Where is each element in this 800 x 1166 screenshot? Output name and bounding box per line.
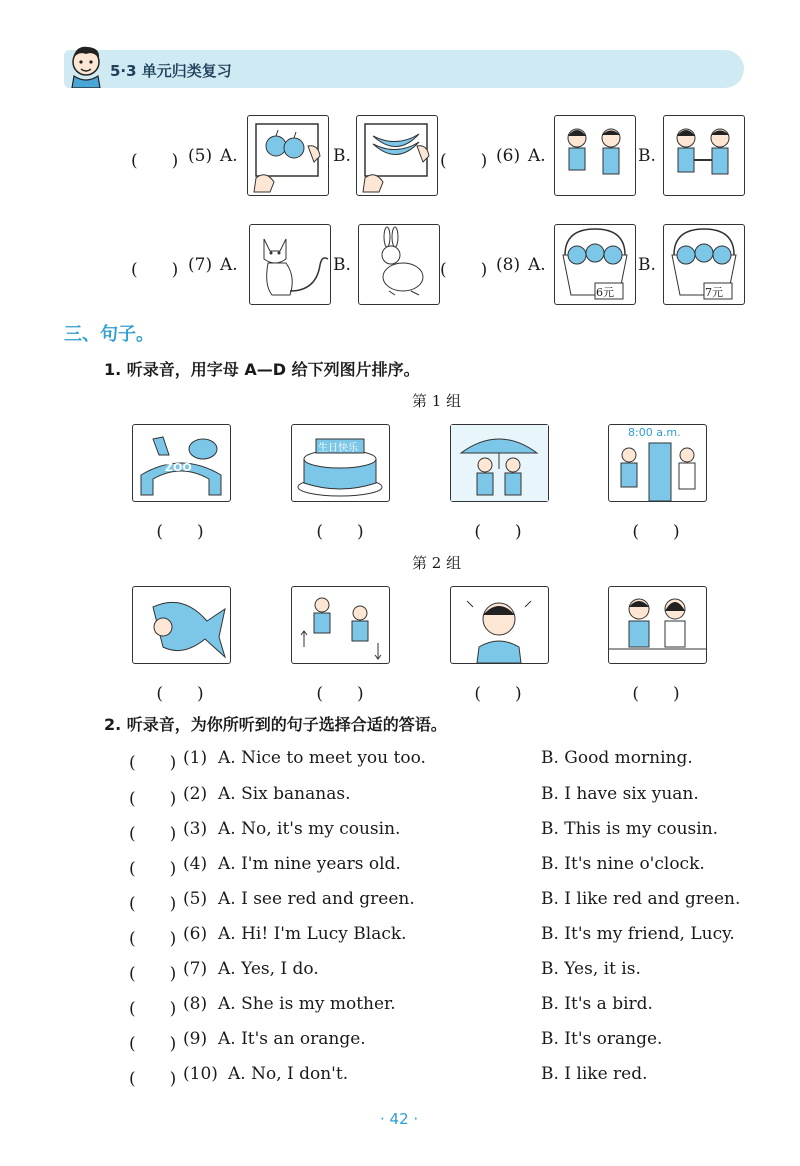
item-number: (7) xyxy=(183,959,208,979)
option-b-label: B. xyxy=(638,255,656,275)
zoo-sign: ZOO xyxy=(165,461,192,474)
option-b: B. I have six yuan. xyxy=(541,784,699,804)
item-number: (8) xyxy=(183,994,208,1014)
option-a: A. I'm nine years old. xyxy=(218,854,401,874)
item-number: (3) xyxy=(183,819,208,839)
group-2-title: 第 2 组 xyxy=(412,554,462,572)
bananas-picture xyxy=(356,115,438,196)
item-number: (5) xyxy=(183,889,208,909)
item-number: (5) xyxy=(188,146,213,166)
item-number: (9) xyxy=(183,1029,208,1049)
answer-blank[interactable]: ( ) xyxy=(129,894,177,914)
option-a-label: A. xyxy=(220,146,238,166)
answer-blank[interactable]: ( ) xyxy=(316,522,364,542)
price-tag: 6元 xyxy=(596,286,614,299)
jumping-kids-picture xyxy=(291,586,390,664)
answer-blank[interactable]: ( ) xyxy=(440,151,488,171)
item-number: (10) xyxy=(183,1064,218,1084)
option-a: A. No, it's my cousin. xyxy=(218,819,401,839)
option-a: A. She is my mother. xyxy=(218,994,396,1014)
option-a: A. Nice to meet you too. xyxy=(218,748,426,768)
option-b-label: B. xyxy=(638,146,656,166)
option-b-label: B. xyxy=(333,255,351,275)
answer-blank[interactable]: ( ) xyxy=(129,999,177,1019)
basket-6-yuan-picture xyxy=(554,224,636,305)
option-b: B. I like red and green. xyxy=(541,889,741,909)
answer-blank[interactable]: ( ) xyxy=(156,684,204,704)
option-b-label: B. xyxy=(333,146,351,166)
basket-7-yuan-picture xyxy=(663,224,745,305)
answer-blank[interactable]: ( ) xyxy=(474,684,522,704)
answer-blank[interactable]: ( ) xyxy=(131,151,179,171)
answer-blank[interactable]: ( ) xyxy=(632,684,680,704)
option-a-label: A. xyxy=(528,255,546,275)
boy-face-picture xyxy=(450,586,549,664)
answer-blank[interactable]: ( ) xyxy=(129,1034,177,1054)
item-number: (2) xyxy=(183,784,208,804)
rain-picture xyxy=(450,424,549,502)
option-a: A. It's an orange. xyxy=(218,1029,366,1049)
mascot-icon xyxy=(66,42,106,88)
item-number: (6) xyxy=(183,924,208,944)
option-a-label: A. xyxy=(220,255,238,275)
price-tag: 7元 xyxy=(705,286,723,299)
item-number: (1) xyxy=(183,748,208,768)
answer-blank[interactable]: ( ) xyxy=(156,522,204,542)
page-number: · 42 · xyxy=(380,1110,419,1128)
option-a: A. Hi! I'm Lucy Black. xyxy=(218,924,407,944)
option-a: A. I see red and green. xyxy=(218,889,415,909)
option-b: B. It's my friend, Lucy. xyxy=(541,924,735,944)
two-kids-picture xyxy=(608,586,707,664)
answer-blank[interactable]: ( ) xyxy=(129,859,177,879)
option-a: A. Six bananas. xyxy=(218,784,351,804)
option-a-label: A. xyxy=(528,146,546,166)
answer-blank[interactable]: ( ) xyxy=(632,522,680,542)
item-number: (6) xyxy=(496,146,521,166)
cat-picture xyxy=(249,224,331,305)
option-b: B. I like red. xyxy=(541,1064,648,1084)
option-b: B. Yes, it is. xyxy=(541,959,641,979)
answer-blank[interactable]: ( ) xyxy=(129,753,177,773)
apples-picture xyxy=(247,115,329,196)
question-2-title: 2. 听录音，为你所听到的句子选择合适的答语。 xyxy=(104,715,447,734)
answer-blank[interactable]: ( ) xyxy=(316,684,364,704)
clock-text: 8:00 a.m. xyxy=(628,426,681,439)
answer-blank[interactable]: ( ) xyxy=(129,964,177,984)
item-number: (8) xyxy=(496,255,521,275)
section-title: 三、句子。 xyxy=(64,324,154,345)
answer-blank[interactable]: ( ) xyxy=(440,260,488,280)
option-b: B. It's a bird. xyxy=(541,994,653,1014)
option-b: B. Good morning. xyxy=(541,748,693,768)
answer-blank[interactable]: ( ) xyxy=(129,824,177,844)
option-b: B. It's nine o'clock. xyxy=(541,854,705,874)
option-a: A. No, I don't. xyxy=(228,1064,349,1084)
greeting-kids-picture xyxy=(554,115,636,196)
fish-costume-picture xyxy=(132,586,231,664)
answer-blank[interactable]: ( ) xyxy=(129,929,177,949)
answer-blank[interactable]: ( ) xyxy=(474,522,522,542)
item-number: (7) xyxy=(188,255,213,275)
page-title: 5·3 单元归类复习 xyxy=(110,62,232,80)
group-1-title: 第 1 组 xyxy=(412,392,462,410)
answer-blank[interactable]: ( ) xyxy=(129,789,177,809)
handshake-picture xyxy=(663,115,745,196)
birthday-cake-picture xyxy=(291,424,390,502)
option-b: B. It's orange. xyxy=(541,1029,663,1049)
item-number: (4) xyxy=(183,854,208,874)
cake-text: 生日快乐 xyxy=(318,443,358,454)
option-b: B. This is my cousin. xyxy=(541,819,719,839)
option-a: A. Yes, I do. xyxy=(218,959,319,979)
rabbit-picture xyxy=(358,224,440,305)
answer-blank[interactable]: ( ) xyxy=(131,260,179,280)
answer-blank[interactable]: ( ) xyxy=(129,1069,177,1089)
question-1-title: 1. 听录音，用字母 A—D 给下列图片排序。 xyxy=(104,360,420,379)
